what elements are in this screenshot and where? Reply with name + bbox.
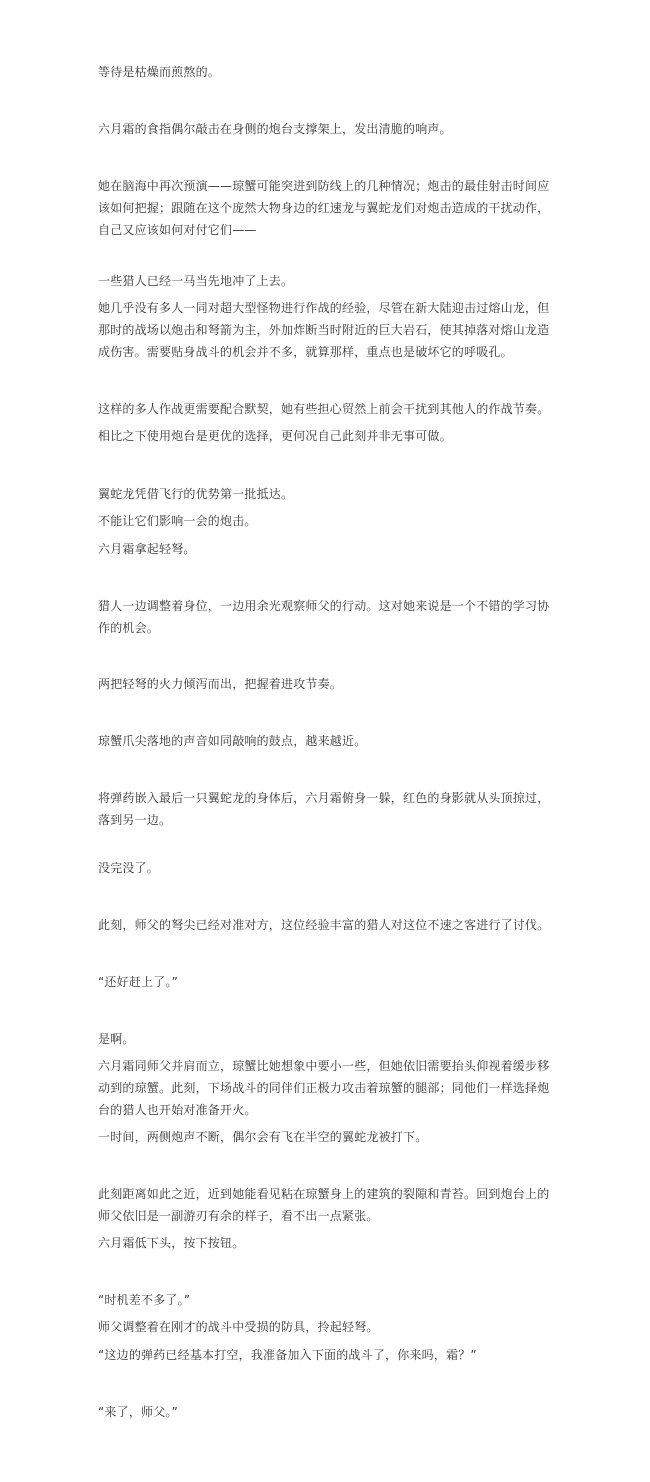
- paragraph: 六月霜低下头，按下按钮。: [98, 1236, 245, 1250]
- paragraph: 六月霜拿起轻弩。: [98, 542, 196, 556]
- paragraph: 等待是枯燥而煎熬的。: [98, 65, 221, 79]
- paragraph: 一时间，两侧炮声不断，偶尔会有飞在半空的翼蛇龙被打下。: [98, 1130, 428, 1144]
- paragraph: 两把轻弩的火力倾泻而出，把握着进攻节奏。: [98, 677, 343, 691]
- paragraph: 没完没了。: [98, 861, 160, 875]
- paragraph: 此刻距离如此之近，近到她能看见粘在琼蟹身上的建筑的裂隙和青苔。回到炮台上的师父依旧是一副游刃有余的样子，看不出一点紧张。: [98, 1187, 550, 1223]
- paragraph: 师父调整着在刚才的战斗中受损的防具，拎起轻弩。: [98, 1320, 379, 1334]
- paragraph: 六月霜同师父并肩而立，琼蟹比她想象中要小一些，但她依旧需要抬头仰视着缓步移动到的琼蟹。此刻，下场战斗的同伴们正极力攻击着琼蟹的腿部；同他们一样选择炮台的猎人也开始对准备开火。: [98, 1059, 550, 1117]
- paragraph: 相比之下使用炮台是更优的选择，更何况自己此刻并非无事可做。: [98, 429, 452, 443]
- paragraph: 将弹药嵌入最后一只翼蛇龙的身体后，六月霜俯身一躲，红色的身影就从头顶掠过，落到另一边。: [98, 791, 550, 827]
- paragraph: 翼蛇龙凭借飞行的优势第一批抵达。: [98, 487, 294, 501]
- paragraph: “来了，师父。”: [98, 1405, 179, 1419]
- paragraph: 是啊。: [98, 1032, 135, 1046]
- paragraph: “还好赶上了。”: [98, 975, 179, 989]
- paragraph: 她在脑海中再次预演——琼蟹可能突进到防线上的几种情况；炮击的最佳射击时间应该如何把握；跟随在这个庞然大物身边的红速龙与翼蛇龙们对炮击造成的干扰动作，自己又应该如何对付它们——: [98, 179, 550, 237]
- paragraph: 此刻，师父的弩尖已经对准对方，这位经验丰富的猎人对这位不速之客进行了讨伐。: [98, 918, 550, 932]
- paragraph: “时机差不多了。”: [98, 1293, 191, 1307]
- paragraph: “这边的弹药已经基本打空，我准备加入下面的战斗了，你来吗，霜？”: [98, 1348, 477, 1362]
- paragraph: 一些猎人已经一马当先地冲了上去。: [98, 274, 294, 288]
- paragraph: 她几乎没有多人一同对超大型怪物进行作战的经验，尽管在新大陆迎击过熔山龙，但那时的战场以炮击和弩箭为主，外加炸断当时附近的巨大岩石，使其掉落对熔山龙造成伤害。需要贴身战斗的机会并不多，就算那样，重点也是破坏它的呼吸孔。: [98, 301, 550, 359]
- paragraph: 这样的多人作战更需要配合默契，她有些担心贸然上前会干扰到其他人的作战节奏。: [98, 402, 550, 416]
- paragraph: 六月霜的食指偶尔敲击在身侧的炮台支撑架上，发出清脆的响声。: [98, 122, 452, 136]
- paragraph: 琼蟹爪尖落地的声音如同敲响的鼓点，越来越近。: [98, 734, 367, 748]
- paragraph: 猎人一边调整着身位，一边用余光观察师父的行动。这对她来说是一个不错的学习协作的机会。: [98, 599, 550, 635]
- paragraph: 不能让它们影响一会的炮击。: [98, 514, 257, 528]
